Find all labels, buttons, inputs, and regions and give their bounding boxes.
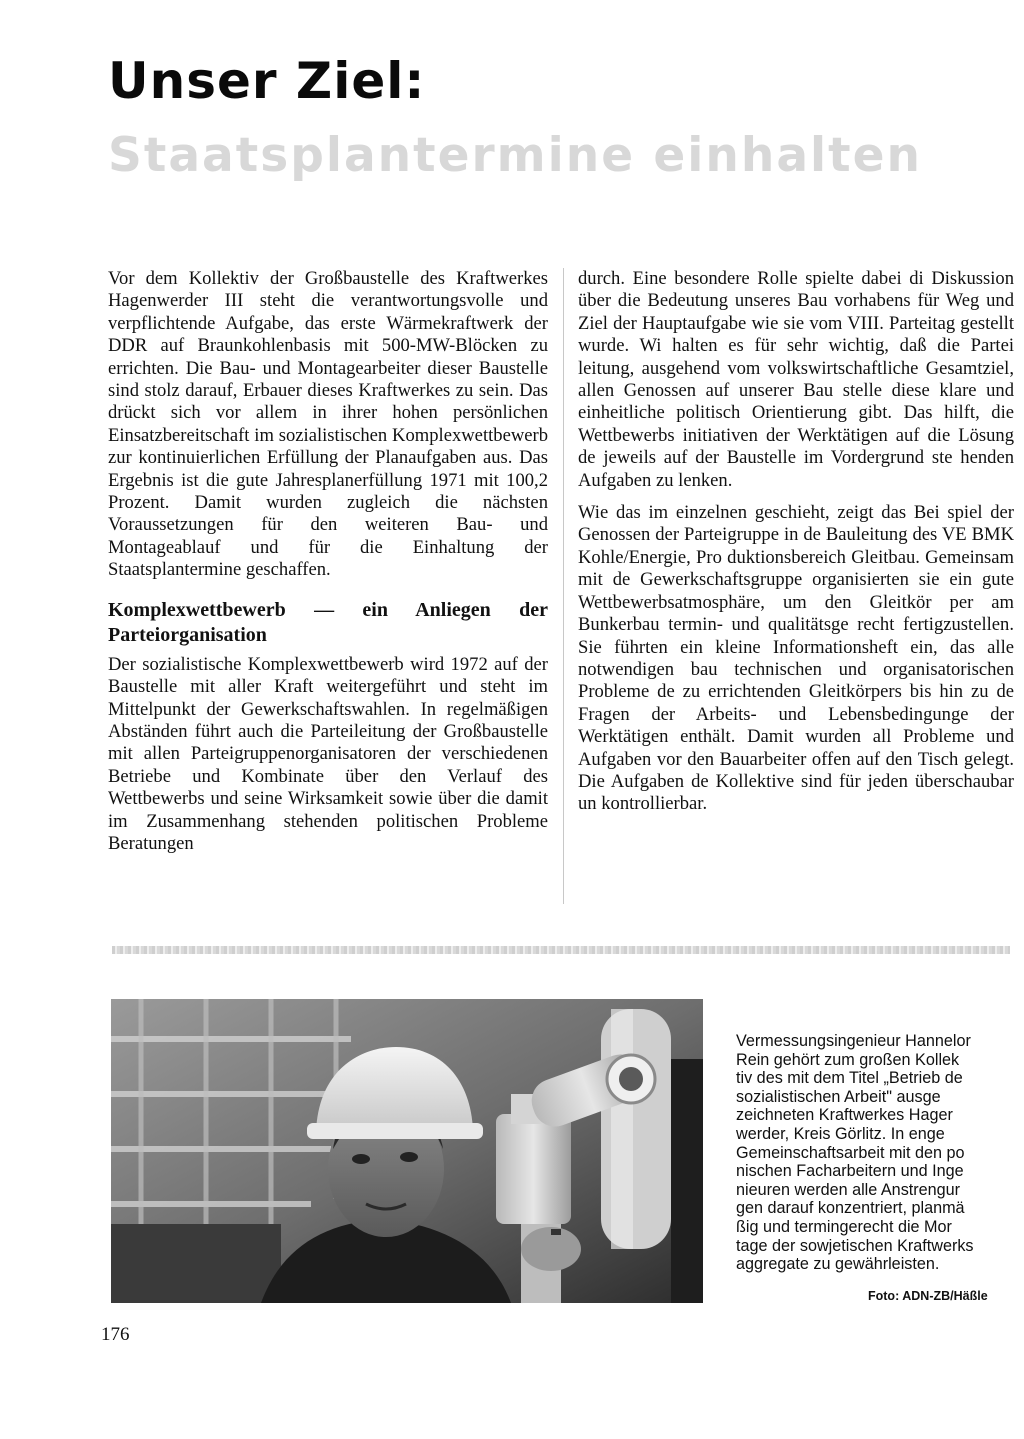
article-title: Unser Ziel:: [108, 52, 426, 110]
right-paragraph-1: durch. Eine besondere Rolle spielte dabei di Diskussion über die Bedeutung unseres Bau vorhabens für Weg und Ziel der Hauptaufgabe wie sie vom VIII. Parteitag gestellt wurde. Wi halten es für sehr wichtig, daß die Partei leitung, ausgehend vom volkswirtschaftliche Gesamtziel, allen Genossen auf unserer Bau stelle diese klare und einheitliche politisch Orientierung gibt. Das hilft, die Wettbewerbs initiativen der Werktätigen auf die Lösung de jeweils auf der Baustelle im Vordergrund ste henden Aufgaben zu lenken.: [578, 268, 1014, 491]
column-divider: [563, 268, 564, 904]
surveyor-photo: [111, 999, 703, 1303]
left-column: [108, 268, 548, 865]
right-paragraph-2: Wie das im einzelnen geschieht, zeigt das Bei spiel der Genossen der Parteigruppe in de Bauleitung des VE BMK Kohle/Energie, Pro duktionsbereich Gleitbau. Gemeinsam mit de Gewerkschaftsgruppe organisierten sie ein gute Wettbewerbsatmosphäre, um den Gleitkör per am Bunkerbau termin- und qualitätsge recht fertigzustellen. Sie führten ein kleine Informationsheft ein, das alle notwendigen bau technischen und organisatorischen Probleme de zu errichtenden Gleitkörpers bis hin zu de Fragen der Arbeits- und Lebensbedingunge der Werktätigen enthält. Damit wurden all Probleme und Aufgaben vor den Bauarbeiter offen auf den Tisch gelegt. Die Aufgaben de Kollektive sind für jeden überschaubar un kontrollierbar.: [578, 502, 1014, 815]
section-heading: Komplexwettbewerb — ein Anliegen der Parteiorganisation: [108, 598, 548, 646]
left-paragraph-2: Der sozialistische Komplexwettbewerb wird 1972 auf der Baustelle mit aller Kraft weitergeführt und steht im Mittelpunkt der Gewerkschaftswahlen. In regelmäßigen Abständen führt auch die Parteileitung der Großbaustelle mit allen Parteigruppenorganisatoren der verschiedenen Betriebe und Kombinate über den Verlauf des Wettbewerbs und seine Wirksamkeit sowie über die damit im Zusammenhang stehenden politischen Probleme Beratungen: [108, 653, 548, 854]
separator-band: [112, 946, 1010, 954]
photo-credit: Foto: ADN-ZB/Häßle: [868, 1289, 988, 1303]
left-paragraph-1: Vor dem Kollektiv der Großbaustelle des Kraftwerkes Hagenwerder III steht die verantwortungsvolle und verpflichtende Aufgabe, das erste Wärmekraftwerk der DDR auf Braunkohlenbasis mit 500-MW-Blöcken zu errichten. Die Bau- und Montagearbeiter dieser Baustelle sind stolz darauf, Erbauer dieses Kraftwerkes zu sein. Das drückt sich vor allem in ihrer hohen persönlichen Einsatzbereitschaft im sozialistischen Komplexwettbewerb zur kontinuierlichen Erfüllung der Planaufgaben aus. Das Ergebnis ist die gute Jahresplanerfüllung 1971 mit 100,2 Prozent. Damit wurden zugleich die nächsten Voraussetzungen für den weiteren Bau- und Montageablauf und für die Einhaltung der Staatsplantermine geschaffen.: [108, 268, 548, 581]
photo-illustration: [111, 999, 703, 1303]
right-column: [578, 268, 1014, 826]
photo-caption: Vermessungsingenieur Hannelor Rein gehört zum großen Kollek tiv des mit dem Titel „Betrieb de sozialistischen Arbeit" ausge zeichneten Kraftwerkes Hager werder, Kreis Görlitz. In enge Gemeinschaftsarbeit mit den po nischen Facharbeitern und Inge nieuren werden alle Anstrengur gen darauf konzentriert, planmä ßig und termingerecht die Mor tage der sowjetischen Kraftwerks aggregate zu gewährleisten.: [736, 1032, 974, 1274]
article-subtitle: Staatsplantermine einhalten: [108, 128, 922, 183]
page-number: 176: [101, 1324, 130, 1345]
